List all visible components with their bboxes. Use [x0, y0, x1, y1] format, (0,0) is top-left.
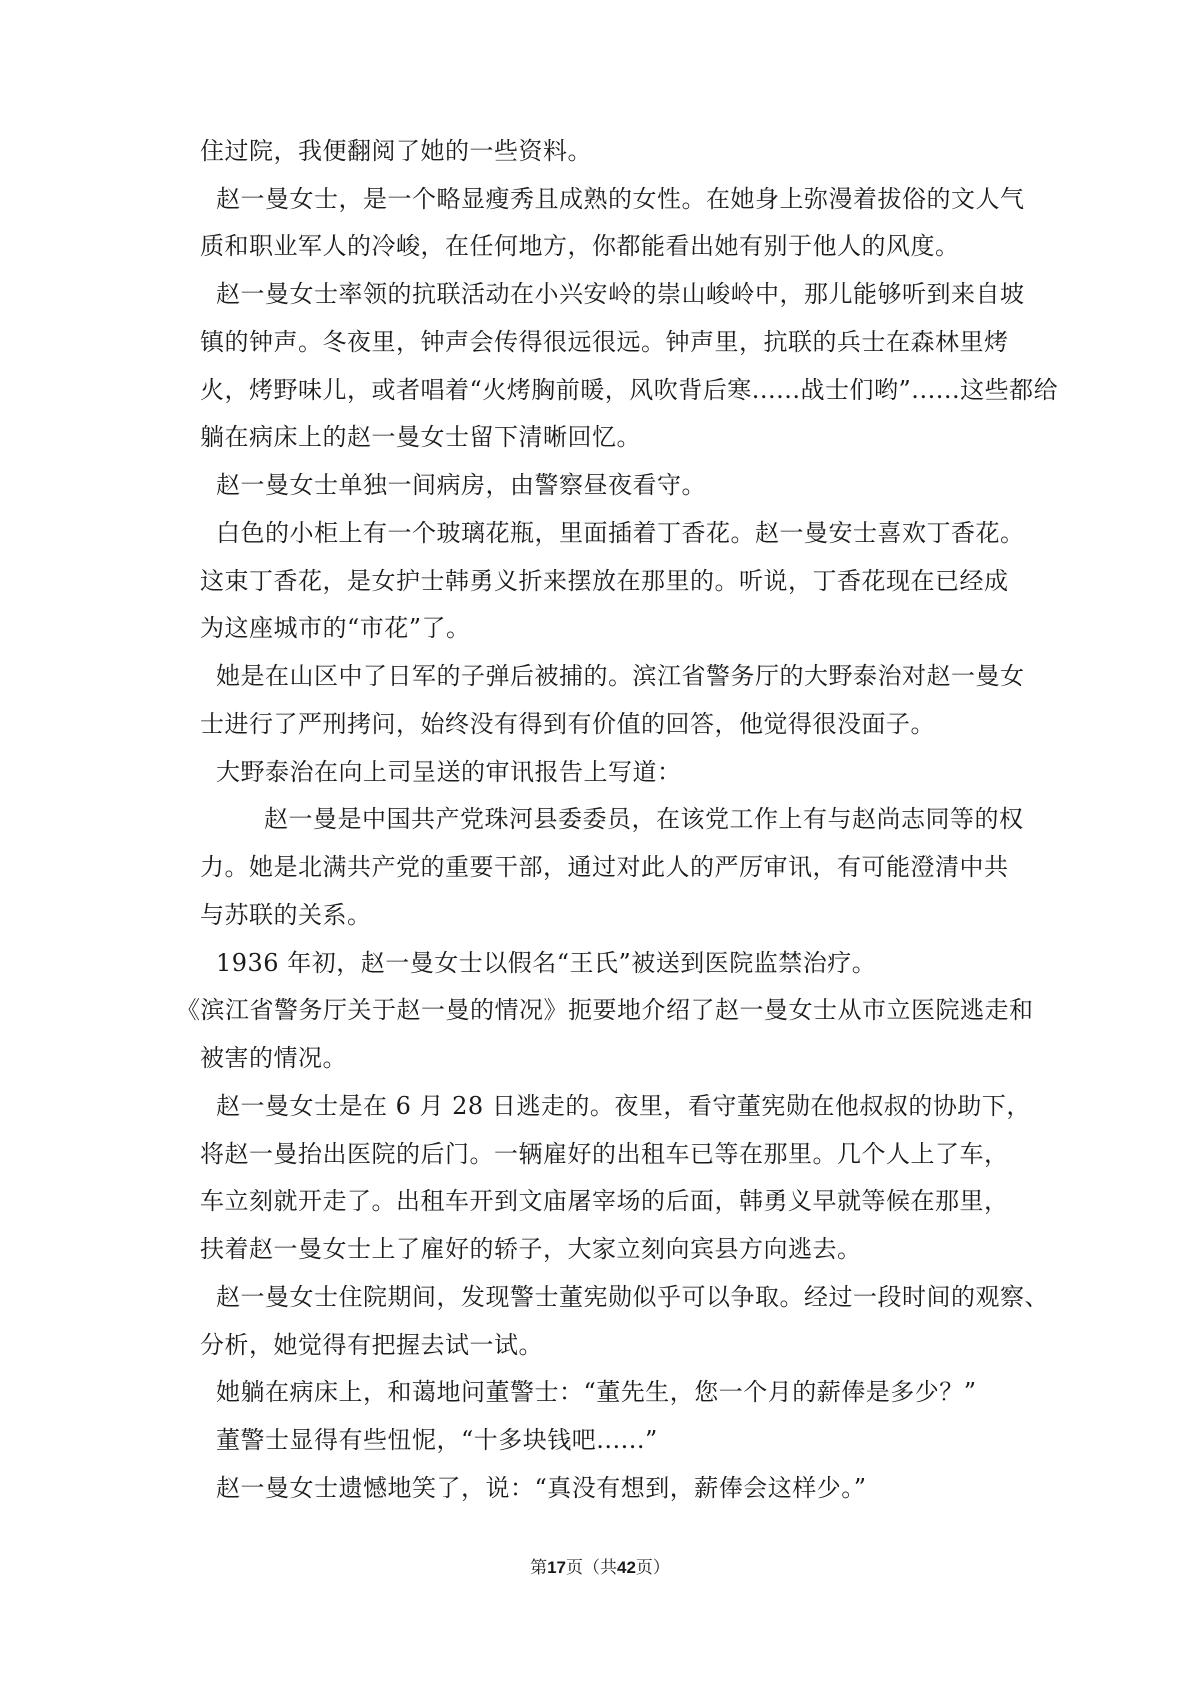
- text-line: 火，烤野味儿，或者唱着“火烤胸前暖，风吹背后寒......战士们哟”......这些都给: [200, 376, 1059, 404]
- text-line: 赵一曼女士，是一个略显瘦秀且成熟的女性。在她身上弥漫着拔俗的文人气: [216, 185, 1025, 213]
- total-pages: 42: [617, 1558, 636, 1577]
- text-line: 大野泰治在向上司呈送的审讯报告上写道：: [216, 758, 682, 786]
- footer-prefix: 第: [530, 1558, 548, 1578]
- text-line: 赵一曼女士单独一间病房，由警察昼夜看守。: [216, 471, 706, 499]
- text-line: 为这座城市的“市花”了。: [200, 614, 471, 642]
- text-line: 这束丁香花，是女护士韩勇义折来摆放在那里的。听说，丁香花现在已经成: [200, 567, 1009, 595]
- footer-suffix: 页）: [635, 1558, 670, 1578]
- text-line: 董警士显得有些忸怩，“十多块钱吧......”: [216, 1426, 658, 1454]
- quote-line: 赵一曼是中国共产党珠河县委委员，在该党工作上有与赵尚志同等的权: [264, 805, 1024, 833]
- text-line: 被害的情况。: [200, 1044, 347, 1072]
- text-line: 质和职业军人的冷峻，在任何地方，你都能看出她有别于他人的风度。: [200, 232, 960, 260]
- footer-middle: 页（共: [566, 1558, 617, 1578]
- quote-line: 与苏联的关系。: [200, 901, 372, 929]
- text-line: 分析，她觉得有把握去试一试。: [200, 1331, 543, 1359]
- text-line: 《滨江省警务厅关于赵一曼的情况》扼要地介绍了赵一曼女士从市立医院逃走和: [176, 996, 1034, 1024]
- text-line: 她是在山区中了日军的子弹后被捕的。滨江省警务厅的大野泰治对赵一曼女: [216, 662, 1025, 690]
- quote-line: 力。她是北满共产党的重要干部，通过对此人的严厉审讯，有可能澄清中共: [200, 853, 1009, 881]
- text-line: 扶着赵一曼女士上了雇好的轿子，大家立刻向宾县方向逃去。: [200, 1235, 862, 1263]
- text-line: 赵一曼女士遗憾地笑了，说：“真没有想到，薪俸会这样少。”: [216, 1474, 867, 1502]
- text-line: 白色的小柜上有一个玻璃花瓶，里面插着丁香花。赵一曼安士喜欢丁香花。: [216, 519, 1025, 547]
- text-line: 赵一曼女士率领的抗联活动在小兴安岭的崇山峻岭中，那儿能够听到来自坡: [216, 280, 1025, 308]
- text-line: 镇的钟声。冬夜里，钟声会传得很远很远。钟声里，抗联的兵士在森林里烤: [200, 328, 1009, 356]
- text-line: 她躺在病床上，和蔼地问董警士：“董先生，您一个月的薪俸是多少？”: [216, 1378, 977, 1406]
- text-line: 士进行了严刑拷问，始终没有得到有价值的回答，他觉得很没面子。: [200, 710, 935, 738]
- text-line: 赵一曼女士是在 6 月 28 日逃走的。夜里，看守董宪勋在他叔叔的协助下，: [216, 1092, 1031, 1120]
- text-line: 1936 年初，赵一曼女士以假名“王氏”被送到医院监禁治疗。: [216, 949, 877, 977]
- text-line: 躺在病床上的赵一曼女士留下清晰回忆。: [200, 423, 641, 451]
- page-footer: [0, 1557, 1200, 1579]
- page-number: 17: [547, 1558, 566, 1577]
- text-line: 将赵一曼抬出医院的后门。一辆雇好的出租车已等在那里。几个人上了车，: [200, 1140, 1009, 1168]
- text-line: 车立刻就开走了。出租车开到文庙屠宰场的后面，韩勇义早就等候在那里，: [200, 1187, 1009, 1215]
- text-line: 住过院，我便翻阅了她的一些资料。: [200, 137, 592, 165]
- text-line: 赵一曼女士住院期间，发现警士董宪勋似乎可以争取。经过一段时间的观察、: [216, 1283, 1049, 1311]
